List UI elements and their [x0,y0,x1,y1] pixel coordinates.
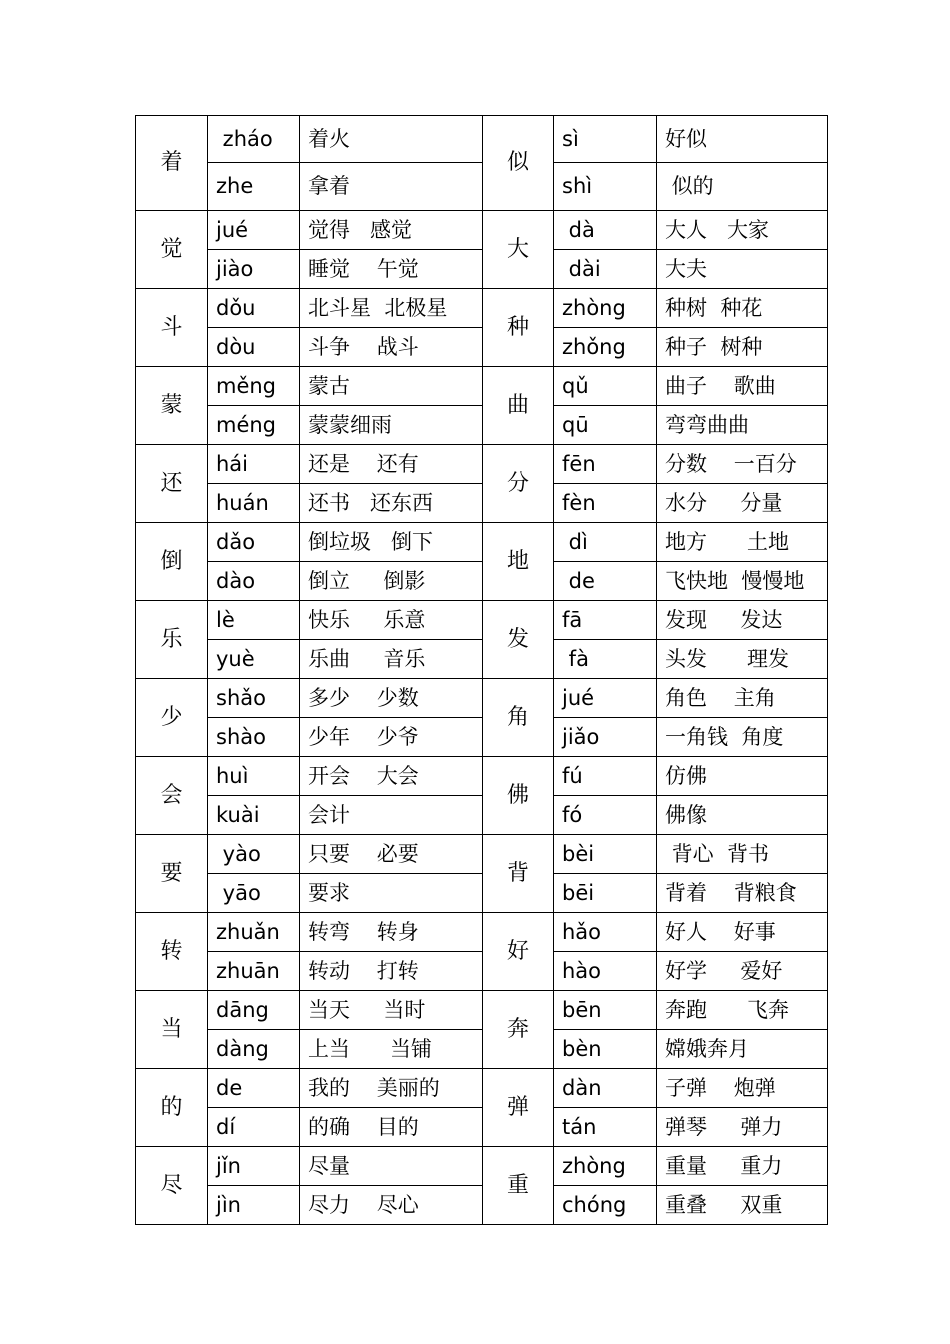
pinyin-cell: fà [554,640,657,679]
words-cell: 转动 打转 [300,952,483,991]
character-cell: 背 [483,835,554,913]
character-cell: 好 [483,913,554,991]
words-cell: 会计 [300,796,483,835]
words-cell: 只要 必要 [300,835,483,874]
words-cell: 一角钱 角度 [657,718,828,757]
words-cell: 弯弯曲曲 [657,406,828,445]
table-row [136,1147,828,1186]
pinyin-cell: fú [554,757,657,796]
pinyin-cell: zhòng [554,1147,657,1186]
pinyin-cell: jǐn [208,1147,300,1186]
table-row [136,796,828,835]
character-cell: 曲 [483,367,554,445]
character-cell: 地 [483,523,554,601]
words-cell: 转弯 转身 [300,913,483,952]
character-cell: 种 [483,289,554,367]
pinyin-cell: yào [208,835,300,874]
words-cell: 头发 理发 [657,640,828,679]
character-cell: 弹 [483,1069,554,1147]
words-cell: 飞快地 慢慢地 [657,562,828,601]
words-cell: 嫦娥奔月 [657,1030,828,1069]
table-row [136,835,828,874]
character-cell: 角 [483,679,554,757]
pinyin-cell: fèn [554,484,657,523]
character-cell: 重 [483,1147,554,1225]
words-cell: 曲子 歌曲 [657,367,828,406]
pinyin-cell: fā [554,601,657,640]
pinyin-cell: fēn [554,445,657,484]
pinyin-cell: kuài [208,796,300,835]
table-row [136,1030,828,1069]
words-cell: 好人 好事 [657,913,828,952]
words-cell: 北斗星 北极星 [300,289,483,328]
words-cell: 好似 [657,116,828,163]
table-row [136,952,828,991]
pinyin-cell: chóng [554,1186,657,1225]
character-cell: 蒙 [136,367,208,445]
pinyin-cell: qū [554,406,657,445]
character-cell: 奔 [483,991,554,1069]
table-row [136,116,828,163]
words-cell: 拿着 [300,163,483,211]
table-row [136,1108,828,1147]
table-row [136,406,828,445]
pinyin-cell: yuè [208,640,300,679]
pinyin-cell: dǒu [208,289,300,328]
pinyin-cell: huán [208,484,300,523]
words-cell: 好学 爱好 [657,952,828,991]
words-cell: 种子 树种 [657,328,828,367]
words-cell: 种树 种花 [657,289,828,328]
words-cell: 背着 背粮食 [657,874,828,913]
words-cell: 倒立 倒影 [300,562,483,601]
pinyin-cell: dàng [208,1030,300,1069]
character-cell: 转 [136,913,208,991]
words-cell: 上当 当铺 [300,1030,483,1069]
polyphonic-table [135,115,828,1225]
table-row [136,211,828,250]
words-cell: 弹琴 弹力 [657,1108,828,1147]
words-cell: 的确 目的 [300,1108,483,1147]
words-cell: 奔跑 飞奔 [657,991,828,1030]
table-row [136,163,828,211]
table-row [136,484,828,523]
words-cell: 还书 还东西 [300,484,483,523]
words-cell: 重量 重力 [657,1147,828,1186]
pinyin-cell: dàn [554,1069,657,1108]
pinyin-cell: jué [208,211,300,250]
character-cell: 倒 [136,523,208,601]
words-cell: 少年 少爷 [300,718,483,757]
pinyin-cell: bēn [554,991,657,1030]
pinyin-cell: dòu [208,328,300,367]
words-cell: 还是 还有 [300,445,483,484]
words-cell: 尽量 [300,1147,483,1186]
character-cell: 分 [483,445,554,523]
character-cell: 着 [136,116,208,211]
words-cell: 发现 发达 [657,601,828,640]
pinyin-cell: zhuān [208,952,300,991]
pinyin-cell: fó [554,796,657,835]
words-cell: 蒙蒙细雨 [300,406,483,445]
words-cell: 大夫 [657,250,828,289]
words-cell: 快乐 乐意 [300,601,483,640]
words-cell: 子弹 炮弹 [657,1069,828,1108]
words-cell: 多少 少数 [300,679,483,718]
character-cell: 佛 [483,757,554,835]
table-row [136,874,828,913]
words-cell: 倒垃圾 倒下 [300,523,483,562]
pinyin-cell: jué [554,679,657,718]
pinyin-cell: hǎo [554,913,657,952]
pinyin-cell: yāo [208,874,300,913]
pinyin-cell: měng [208,367,300,406]
words-cell: 角色 主角 [657,679,828,718]
table-row [136,1186,828,1225]
table-row [136,1069,828,1108]
character-cell: 尽 [136,1147,208,1225]
table-row [136,289,828,328]
pinyin-cell: zhuǎn [208,913,300,952]
character-cell: 觉 [136,211,208,289]
words-cell: 蒙古 [300,367,483,406]
character-cell: 发 [483,601,554,679]
pinyin-cell: dài [554,250,657,289]
table-row [136,523,828,562]
pinyin-cell: tán [554,1108,657,1147]
words-cell: 水分 分量 [657,484,828,523]
words-cell: 斗争 战斗 [300,328,483,367]
pinyin-cell: zháo [208,116,300,163]
words-cell: 要求 [300,874,483,913]
table-row [136,718,828,757]
words-cell: 尽力 尽心 [300,1186,483,1225]
words-cell: 佛像 [657,796,828,835]
pinyin-cell: shǎo [208,679,300,718]
pinyin-cell: lè [208,601,300,640]
pinyin-cell: hái [208,445,300,484]
character-cell: 当 [136,991,208,1069]
words-cell: 地方 土地 [657,523,828,562]
table-body [136,116,828,1225]
pinyin-cell: dào [208,562,300,601]
words-cell: 重叠 双重 [657,1186,828,1225]
pinyin-cell: zhe [208,163,300,211]
pinyin-cell: hào [554,952,657,991]
table-row [136,328,828,367]
words-cell: 大人 大家 [657,211,828,250]
table-row [136,250,828,289]
pinyin-cell: huì [208,757,300,796]
table-row [136,367,828,406]
character-cell: 大 [483,211,554,289]
character-cell: 斗 [136,289,208,367]
character-cell: 会 [136,757,208,835]
character-cell: 要 [136,835,208,913]
character-cell: 似 [483,116,554,211]
pinyin-cell: qǔ [554,367,657,406]
words-cell: 觉得 感觉 [300,211,483,250]
pinyin-cell: de [554,562,657,601]
words-cell: 似的 [657,163,828,211]
pinyin-cell: dà [554,211,657,250]
character-cell: 少 [136,679,208,757]
pinyin-cell: sì [554,116,657,163]
pinyin-cell: jìn [208,1186,300,1225]
words-cell: 着火 [300,116,483,163]
table-row [136,757,828,796]
words-cell: 睡觉 午觉 [300,250,483,289]
words-cell: 分数 一百分 [657,445,828,484]
pinyin-cell: zhòng [554,289,657,328]
words-cell: 乐曲 音乐 [300,640,483,679]
pinyin-cell: shì [554,163,657,211]
pinyin-cell: bèi [554,835,657,874]
character-cell: 还 [136,445,208,523]
character-cell: 的 [136,1069,208,1147]
words-cell: 背心 背书 [657,835,828,874]
pinyin-cell: dí [208,1108,300,1147]
pinyin-cell: méng [208,406,300,445]
words-cell: 当天 当时 [300,991,483,1030]
table-row [136,679,828,718]
table-row [136,445,828,484]
words-cell: 我的 美丽的 [300,1069,483,1108]
table-row [136,562,828,601]
table-row [136,913,828,952]
pinyin-cell: zhǒng [554,328,657,367]
table-row [136,991,828,1030]
pinyin-cell: jiǎo [554,718,657,757]
pinyin-cell: bèn [554,1030,657,1069]
pinyin-cell: de [208,1069,300,1108]
words-cell: 开会 大会 [300,757,483,796]
pinyin-cell: shào [208,718,300,757]
table-row [136,640,828,679]
pinyin-cell: dāng [208,991,300,1030]
words-cell: 仿佛 [657,757,828,796]
pinyin-cell: jiào [208,250,300,289]
pinyin-cell: dì [554,523,657,562]
table-row [136,601,828,640]
pinyin-cell: bēi [554,874,657,913]
pinyin-cell: dǎo [208,523,300,562]
character-cell: 乐 [136,601,208,679]
